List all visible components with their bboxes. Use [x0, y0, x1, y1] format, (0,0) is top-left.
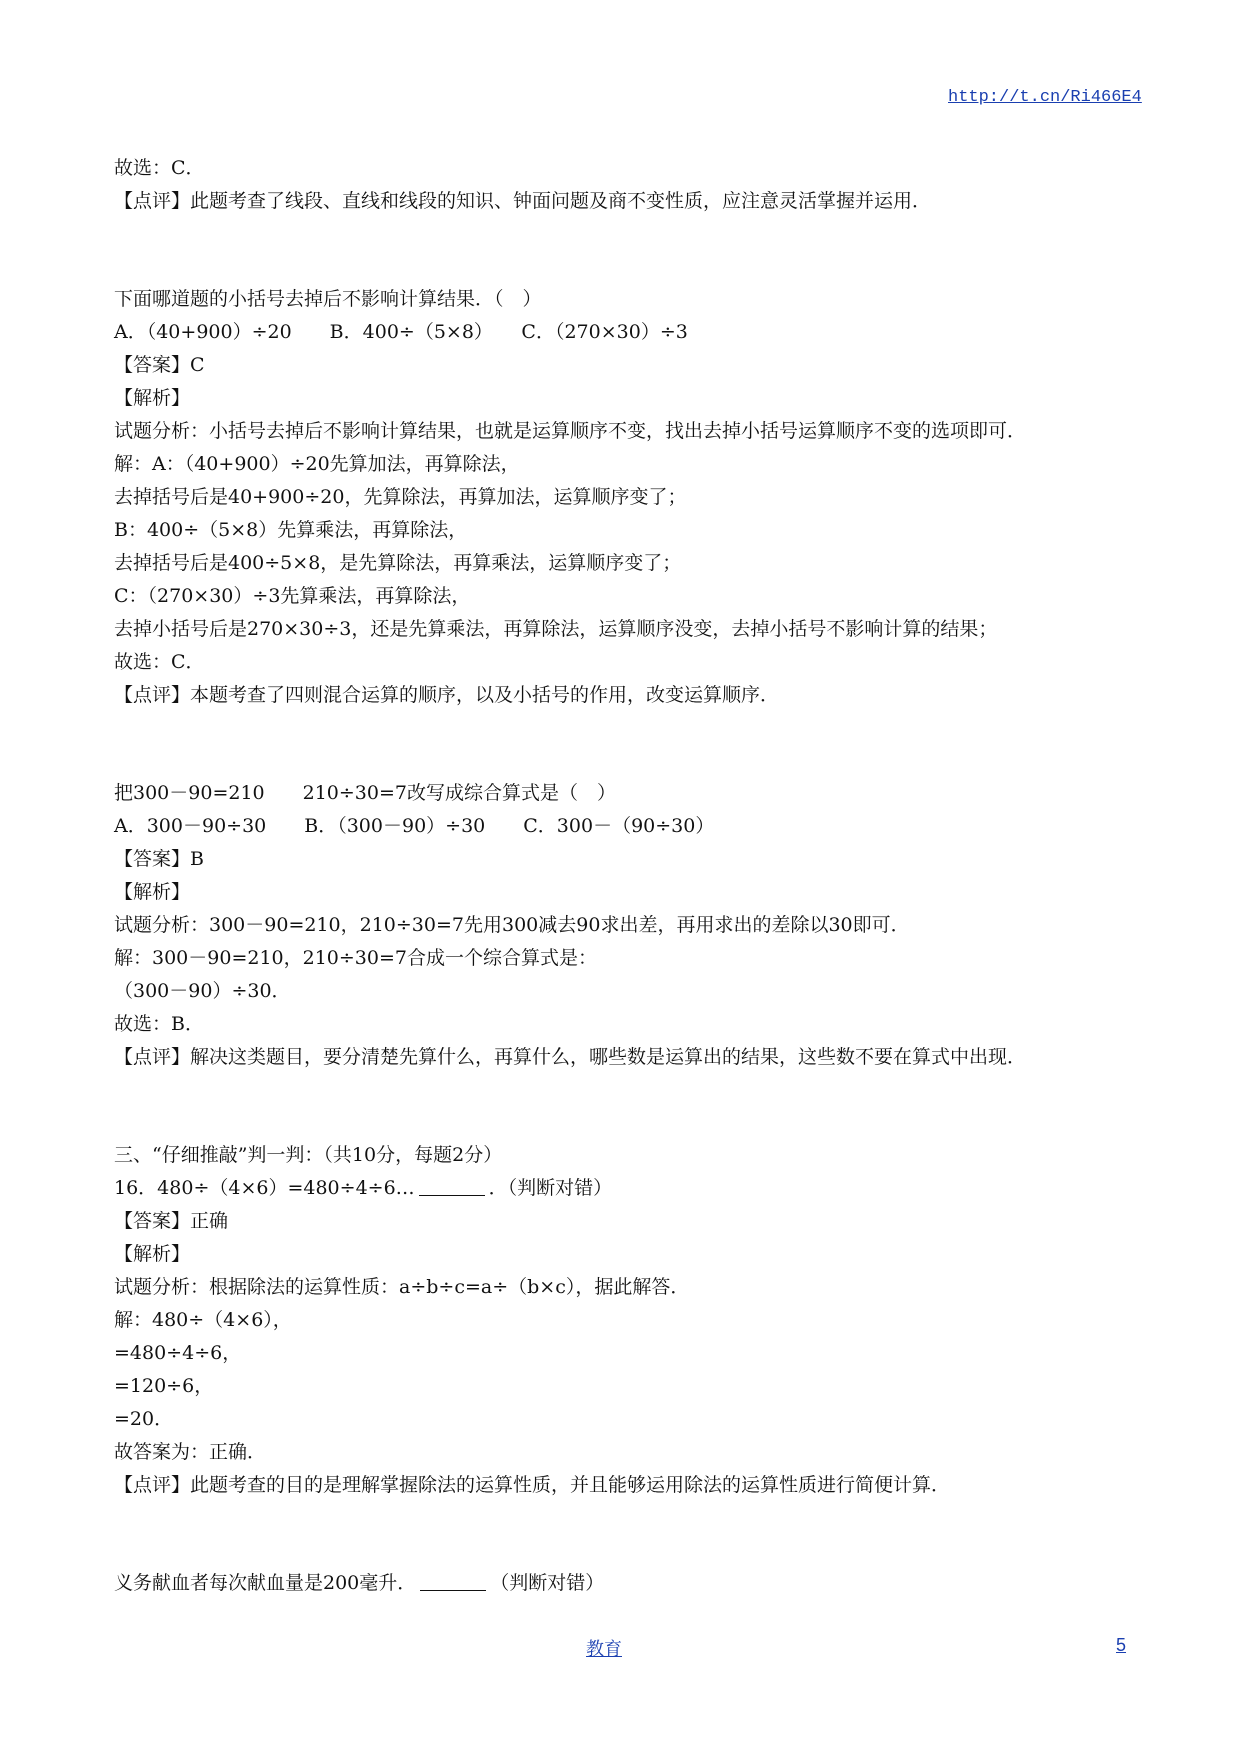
section-3-question	[114, 777, 1134, 1074]
text-line: 故选：B．	[114, 1013, 204, 1035]
text-line: 解：A：（40+900）÷20先算加法，再算除法，	[114, 453, 520, 475]
text-line: C：（270×30）÷3先算乘法，再算除法，	[114, 585, 471, 607]
question-5-suffix: （判断对错）	[490, 1572, 605, 1594]
text-line: 解：480÷（4×6），	[114, 1309, 292, 1331]
footer-link[interactable]: 教育	[586, 1639, 622, 1660]
answer-line: 【答案】正确	[114, 1210, 229, 1232]
question-16-suffix: ．（判断对错）	[488, 1177, 613, 1199]
text-line: 试题分析：300－90=210，210÷30=7先用300减去90求出差，再用求出的差除以30即可．	[114, 914, 910, 936]
section-title: 三、“仔细推敲”判一判：（共10分，每题2分）	[114, 1144, 503, 1166]
text-line: 去掉小括号后是270×30÷3，还是先算乘法，再算除法，运算顺序没变，去掉小括号不影响计算的结果；	[114, 618, 998, 640]
comment-line: 【点评】解决这类题目，要分清楚先算什么，再算什么，哪些数是运算出的结果，这些数不要在算式中出现．	[114, 1046, 1027, 1068]
text-line: 试题分析：根据除法的运算性质：a÷b÷c=a÷（b×c），据此解答．	[114, 1276, 690, 1298]
text-line: 故选：C．	[114, 651, 205, 673]
text-line: 去掉括号后是40+900÷20，先算除法，再算加法，运算顺序变了；	[114, 486, 687, 508]
header-url-link[interactable]: http://t.cn/Ri466E4	[948, 88, 1142, 107]
text-line: =120÷6，	[114, 1375, 214, 1397]
question-text: 把300－90=210 210÷30=7改写成综合算式是（ ）	[114, 782, 616, 804]
section-2-question	[114, 283, 1134, 712]
text-line: （300－90）÷30．	[114, 980, 291, 1002]
question-16	[114, 1172, 1134, 1205]
text-line: 【点评】此题考查了线段、直线和线段的知识、钟面问题及商不变性质，应注意灵活掌握并运用．	[114, 190, 932, 212]
text-line: B：400÷（5×8）先算乘法，再算除法，	[114, 519, 468, 541]
answer-line: 【答案】C	[114, 354, 205, 376]
answer-blank	[420, 1568, 486, 1591]
answer-line: 【答案】B	[114, 848, 204, 870]
question-text	[114, 1567, 1134, 1600]
comment-line: 【点评】本题考查了四则混合运算的顺序，以及小括号的作用，改变运算顺序．	[114, 684, 780, 706]
analysis-heading: 【解析】	[114, 1243, 191, 1265]
text-line: 解：300－90=210，210÷30=7合成一个综合算式是：	[114, 947, 597, 969]
text-line: 故答案为：正确．	[114, 1441, 267, 1463]
analysis-heading: 【解析】	[114, 881, 191, 903]
question-text: 下面哪道题的小括号去掉后不影响计算结果．（ ）	[114, 288, 542, 310]
comment-line: 【点评】此题考查的目的是理解掌握除法的运算性质，并且能够运用除法的运算性质进行简便计算．	[114, 1474, 951, 1496]
section-5-judge	[114, 1567, 1134, 1600]
text-line: =20．	[114, 1408, 174, 1430]
text-line: 去掉括号后是400÷5×8，是先算除法，再算乘法，运算顺序变了；	[114, 552, 682, 574]
answer-blank	[419, 1173, 485, 1196]
section-4-judge	[114, 1139, 1134, 1502]
question-16-text: 16．480÷（4×6）=480÷4÷6…	[114, 1177, 415, 1199]
text-line: 试题分析：小括号去掉后不影响计算结果，也就是运算顺序不变，找出去掉小括号运算顺序不变的选项即可．	[114, 420, 1027, 442]
page-number: 5	[1116, 1635, 1127, 1655]
document-body	[114, 152, 1134, 1600]
question-5-text: 义务献血者每次献血量是200毫升．	[114, 1572, 417, 1594]
question-options: A．（40+900）÷20 B．400÷（5×8） C．（270×30）÷3	[114, 321, 688, 343]
question-options: A．300－90÷30 B．（300－90）÷30 C．300－（90÷30）	[114, 815, 715, 837]
text-line: =480÷4÷6，	[114, 1342, 242, 1364]
text-line: 故选：C．	[114, 157, 205, 179]
analysis-heading: 【解析】	[114, 387, 191, 409]
section-1	[114, 152, 1134, 218]
